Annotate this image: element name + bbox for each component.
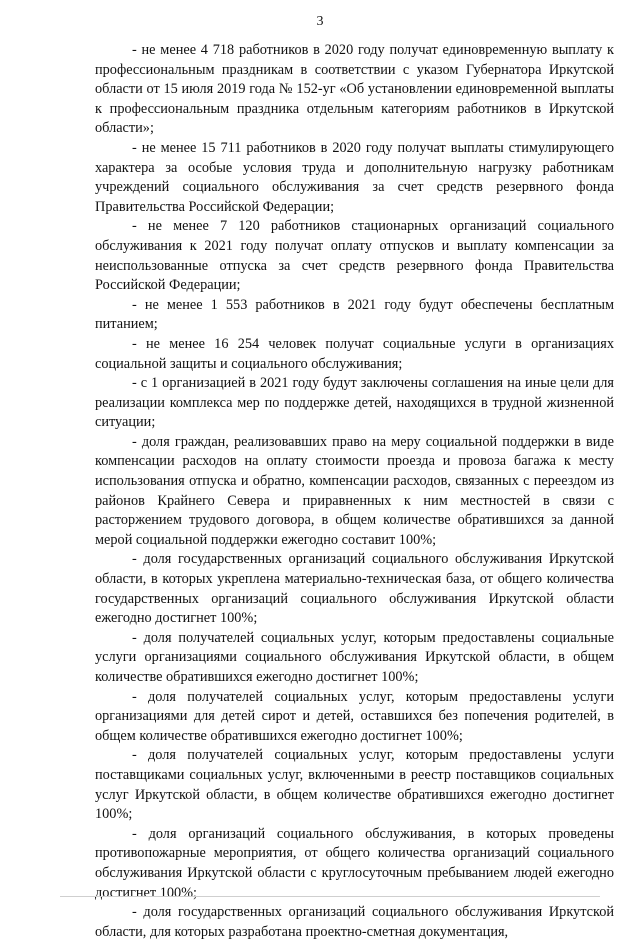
page-number: 3 — [316, 14, 324, 29]
paragraph-child-support-agreements: - с 1 организацией в 2021 году будут заключены соглашения на иные цели для реализации комплекса мер по поддержке детей, находящихся в трудной жизненной ситуации; — [95, 375, 614, 431]
bottom-divider — [60, 896, 600, 897]
paragraph-social-services-recipients: - не менее 16 254 человек получат социальные услуги в организациях социальной защиты и социального обслуживания; — [95, 335, 614, 372]
paragraph-bonus-professional-holidays: - не менее 4 718 работников в 2020 году получат единовременную выплату к профессиональным праздникам в соответствии с указом Губернатора Иркутской области от 15 июля 2019 года № 152-уг «Об установлении единовременной выплаты к профессиональным праздника отдельным категориям работников в Иркутской области»; — [95, 42, 614, 137]
paragraph-material-base-share: - доля государственных организаций социального обслуживания Иркутской области, в которых укреплена материально-техническая база, от общего количества государственных организаций социального обслуживания Иркутской области ежегодно достигнет 100%; — [95, 551, 614, 627]
paragraph-incentive-payments: - не менее 15 711 работников в 2020 году получат выплаты стимулирующего характера за особые условия труда и дополнительную нагрузку работникам учреждений социального обслуживания за счет средств резервного фонда Правительства Российской Федерации; — [95, 139, 614, 215]
paragraph-free-meals: - не менее 1 553 работников в 2021 году будут обеспечены бесплатным питанием; — [95, 296, 614, 333]
paragraph-vacation-compensation: - не менее 7 120 работников стационарных организаций социального обслуживания к 2021 году получат оплату отпусков и выплату компенсации за неиспользованные отпуска за счет средств резервного фонда Правительства Российской Федерации; — [95, 218, 614, 294]
paragraph-fire-safety-share: - доля организаций социального обслуживания, в которых проведены противопожарные мероприятия, от общего количества организаций социального обслуживания Иркутской области с круглосуточным пребыванием людей ежегодно достигнет 100%; — [95, 825, 614, 901]
paragraph-registry-providers-share: - доля получателей социальных услуг, которым предоставлены услуги поставщиками социальных услуг, включенными в реестр поставщиков социальных услуг Иркутской области, в общем количестве обратившихся ежегодно достигнет 100%; — [95, 747, 614, 823]
paragraph-service-recipients-share: - доля получателей социальных услуг, которым предоставлены социальные услуги организациями социального обслуживания Иркутской области, в общем количестве обратившихся ежегодно достигнет 100%; — [95, 629, 614, 685]
paragraph-design-documentation-share: - доля государственных организаций социального обслуживания Иркутской области, для которых разработана проектно-сметная документация, — [95, 904, 614, 940]
paragraph-orphan-services-share: - доля получателей социальных услуг, которым предоставлены услуги организациями для детей сирот и детей, оставшихся без попечения родителей, в общем количестве обратившихся ежегодно достигнет 100%; — [95, 688, 614, 744]
paragraph-travel-compensation-share: - доля граждан, реализовавших право на меру социальной поддержки в виде компенсации расходов на оплату стоимости проезда и провоза багажа к месту использования отпуска и обратно, компенсации расходов, связанных с переездом из районов Крайнего Севера и приравненных к ним местностей в связи с расторжением трудового договора, в общем количестве обратившихся за данной мерой социальной поддержки ежегодно составит 100%; — [95, 433, 614, 548]
document-body — [95, 41, 614, 942]
